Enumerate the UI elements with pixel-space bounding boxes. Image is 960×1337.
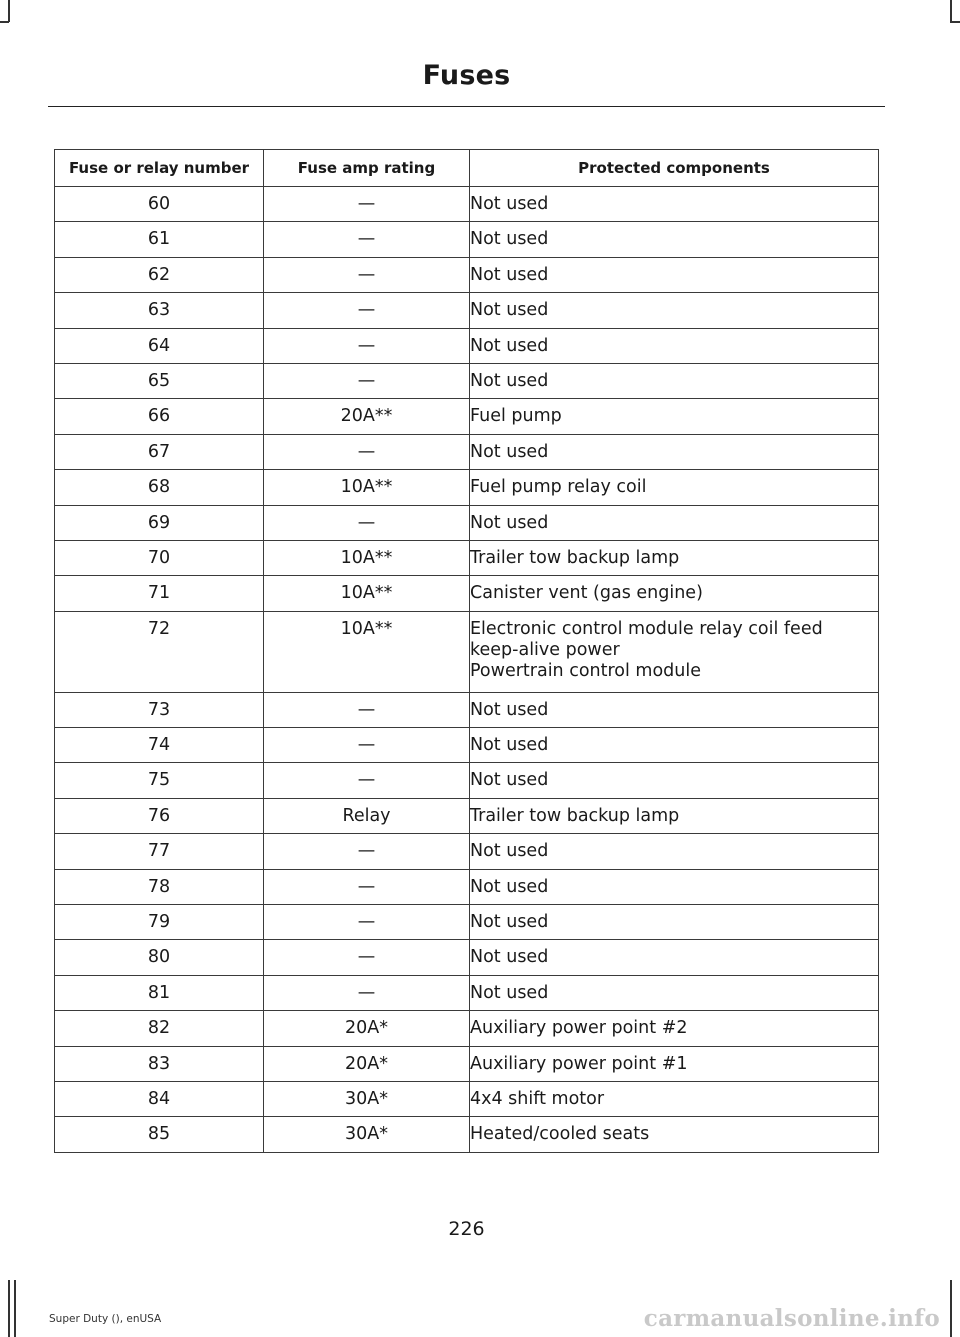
fuse-rating-cell: —: [264, 940, 470, 975]
fuse-number-cell: 79: [55, 905, 264, 940]
fuse-rating-cell: —: [264, 434, 470, 469]
table-row: [55, 940, 879, 975]
fuse-number-cell: 65: [55, 363, 264, 398]
protected-components-cell: [470, 257, 879, 292]
table-row: [55, 328, 879, 363]
protected-components-cell: [470, 505, 879, 540]
fuse-number-cell: 72: [55, 611, 264, 692]
component-line: Not used: [470, 735, 549, 756]
crop-mark: [950, 0, 952, 22]
component-line: keep-alive power: [470, 639, 620, 660]
protected-components-cell: [470, 187, 879, 222]
table-row: [55, 1011, 879, 1046]
fuse-number-cell: 85: [55, 1117, 264, 1152]
component-line: Not used: [470, 300, 549, 321]
fuse-number-cell: 82: [55, 1011, 264, 1046]
fuse-number-cell: 60: [55, 187, 264, 222]
table-row: [55, 763, 879, 798]
component-line: Not used: [470, 441, 549, 462]
component-line: Not used: [470, 912, 549, 933]
fuse-rating-cell: 20A*: [264, 1011, 470, 1046]
table-row: [55, 293, 879, 328]
protected-components-cell: [470, 576, 879, 611]
fuse-number-cell: 64: [55, 328, 264, 363]
fuse-table-body: [55, 187, 879, 1153]
protected-components-cell: [470, 540, 879, 575]
protected-components-cell: [470, 834, 879, 869]
component-line: Not used: [470, 194, 549, 214]
fuse-rating-cell: —: [264, 692, 470, 727]
fuse-number-cell: 81: [55, 975, 264, 1010]
fuse-number-cell: 62: [55, 257, 264, 292]
fuse-rating-cell: 10A**: [264, 576, 470, 611]
fuse-rating-cell: —: [264, 728, 470, 763]
fuse-rating-cell: 20A**: [264, 399, 470, 434]
protected-components-cell: [470, 763, 879, 798]
fuse-rating-cell: —: [264, 763, 470, 798]
fuse-number-cell: 68: [55, 470, 264, 505]
table-row: [55, 505, 879, 540]
protected-components-cell: [470, 905, 879, 940]
fuse-number-cell: 78: [55, 869, 264, 904]
fuse-number-cell: 75: [55, 763, 264, 798]
table-row: [55, 399, 879, 434]
component-line: Powertrain control module: [470, 660, 702, 681]
table-row: [55, 222, 879, 257]
footer-text: Super Duty (), enUSA: [49, 1313, 162, 1325]
component-line: Not used: [470, 370, 549, 391]
table-row: [55, 187, 879, 222]
table-row: [55, 1046, 879, 1081]
fuse-rating-cell: —: [264, 187, 470, 222]
crop-mark: [950, 1280, 952, 1337]
fuse-table: [54, 149, 879, 1153]
protected-components-cell: [470, 399, 879, 434]
component-line: Not used: [470, 229, 549, 250]
crop-mark: [8, 1280, 10, 1337]
column-header-rating: Fuse amp rating: [264, 150, 470, 187]
table-row: [55, 540, 879, 575]
fuse-rating-cell: 30A*: [264, 1117, 470, 1152]
component-line: Trailer tow backup lamp: [470, 805, 680, 826]
fuse-number-cell: 69: [55, 505, 264, 540]
watermark-logo: carmanualsonline.info: [643, 1305, 940, 1332]
component-line: Fuel pump relay coil: [470, 477, 647, 498]
table-row: [55, 1117, 879, 1152]
fuse-number-cell: 66: [55, 399, 264, 434]
fuse-number-cell: 80: [55, 940, 264, 975]
protected-components-cell: [470, 1081, 879, 1116]
component-line: Auxiliary power point #1: [470, 1053, 688, 1074]
fuse-number-cell: 73: [55, 692, 264, 727]
fuse-rating-cell: 20A*: [264, 1046, 470, 1081]
component-line: Not used: [470, 947, 549, 968]
table-row: [55, 1081, 879, 1116]
component-line: Not used: [470, 770, 549, 791]
table-row: [55, 834, 879, 869]
protected-components-cell: [470, 728, 879, 763]
fuse-rating-cell: 10A**: [264, 611, 470, 692]
protected-components-cell: [470, 328, 879, 363]
fuse-rating-cell: 30A*: [264, 1081, 470, 1116]
table-row: [55, 576, 879, 611]
fuse-number-cell: 70: [55, 540, 264, 575]
fuse-number-cell: 63: [55, 293, 264, 328]
protected-components-cell: [470, 975, 879, 1010]
component-line: Canister vent (gas engine): [470, 583, 703, 604]
fuse-rating-cell: —: [264, 363, 470, 398]
fuse-number-cell: 76: [55, 798, 264, 833]
table-row: [55, 869, 879, 904]
fuse-number-cell: 77: [55, 834, 264, 869]
fuse-number-cell: 61: [55, 222, 264, 257]
table-row: [55, 728, 879, 763]
fuse-rating-cell: —: [264, 975, 470, 1010]
protected-components-cell: [470, 1011, 879, 1046]
component-line: Not used: [470, 264, 549, 285]
protected-components-cell: [470, 293, 879, 328]
fuse-number-cell: 71: [55, 576, 264, 611]
protected-components-cell: [470, 869, 879, 904]
page-title: Fuses: [422, 60, 511, 91]
protected-components-cell: [470, 222, 879, 257]
protected-components-cell: [470, 470, 879, 505]
table-row: [55, 434, 879, 469]
protected-components-cell: [470, 798, 879, 833]
table-row: [55, 470, 879, 505]
fuse-rating-cell: —: [264, 257, 470, 292]
component-line: Fuel pump: [470, 406, 562, 427]
component-line: Not used: [470, 335, 549, 356]
fuse-number-cell: 74: [55, 728, 264, 763]
crop-mark: [8, 0, 10, 22]
page-number: 226: [448, 1218, 485, 1240]
component-line: Trailer tow backup lamp: [470, 547, 680, 568]
fuse-rating-cell: —: [264, 869, 470, 904]
protected-components-cell: [470, 692, 879, 727]
protected-components-cell: [470, 1046, 879, 1081]
fuse-rating-cell: —: [264, 328, 470, 363]
protected-components-cell: [470, 940, 879, 975]
title-divider: [48, 106, 885, 107]
crop-mark: [950, 21, 960, 23]
crop-mark: [14, 1280, 16, 1337]
table-row: [55, 692, 879, 727]
table-row: [55, 975, 879, 1010]
fuse-number-cell: 83: [55, 1046, 264, 1081]
fuse-rating-cell: —: [264, 834, 470, 869]
table-header-row: [55, 150, 879, 187]
protected-components-cell: [470, 1117, 879, 1152]
component-line: 4x4 shift motor: [470, 1088, 605, 1109]
fuse-rating-cell: —: [264, 905, 470, 940]
fuse-number-cell: 84: [55, 1081, 264, 1116]
protected-components-cell: [470, 434, 879, 469]
table-row: [55, 363, 879, 398]
table-row: [55, 905, 879, 940]
protected-components-cell: [470, 363, 879, 398]
column-header-components: Protected components: [470, 150, 879, 187]
component-line: Auxiliary power point #2: [470, 1018, 688, 1039]
fuse-rating-cell: Relay: [264, 798, 470, 833]
component-line: Not used: [470, 512, 549, 533]
fuse-rating-cell: —: [264, 505, 470, 540]
fuse-number-cell: 67: [55, 434, 264, 469]
fuse-rating-cell: 10A**: [264, 470, 470, 505]
column-header-number: Fuse or relay number: [55, 150, 264, 187]
component-line: Not used: [470, 876, 549, 897]
component-line: Not used: [470, 982, 549, 1003]
table-row: [55, 611, 879, 692]
fuse-rating-cell: —: [264, 293, 470, 328]
crop-mark: [0, 21, 9, 23]
protected-components-cell: [470, 611, 879, 692]
table-row: [55, 798, 879, 833]
fuse-rating-cell: —: [264, 222, 470, 257]
table-row: [55, 257, 879, 292]
fuse-rating-cell: 10A**: [264, 540, 470, 575]
component-line: Not used: [470, 841, 549, 862]
component-line: Heated/cooled seats: [470, 1124, 650, 1145]
component-line: Not used: [470, 699, 549, 720]
component-line: Electronic control module relay coil feed: [470, 618, 823, 639]
